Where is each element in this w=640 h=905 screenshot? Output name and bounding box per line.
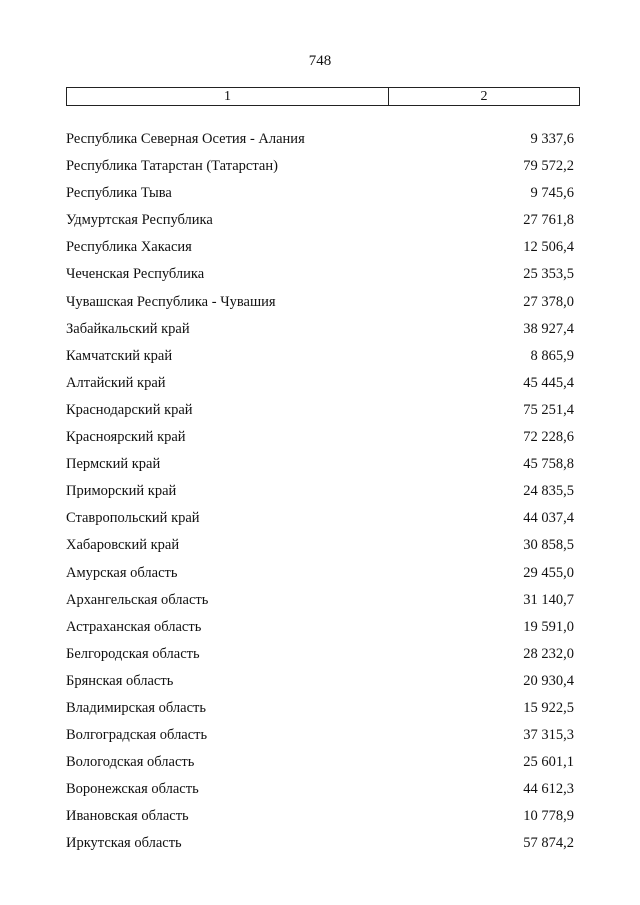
region-name: Красноярский край	[66, 429, 186, 446]
table-header	[66, 87, 580, 106]
region-value: 37 315,3	[523, 727, 574, 744]
region-name: Республика Северная Осетия - Алания	[66, 131, 305, 147]
region-value: 12 506,4	[523, 239, 574, 256]
region-name: Ивановская область	[66, 808, 189, 825]
table-row	[66, 400, 574, 427]
region-value: 45 445,4	[523, 374, 574, 391]
region-value: 45 758,8	[523, 456, 574, 473]
region-name: Республика Хакасия	[66, 239, 192, 256]
table-row	[66, 292, 574, 319]
region-value: 38 927,4	[523, 320, 574, 337]
region-name: Краснодарский край	[66, 401, 193, 418]
table-row	[66, 806, 574, 833]
region-name: Иркутская область	[66, 835, 182, 852]
region-value: 79 572,2	[523, 158, 574, 175]
table-row	[66, 454, 574, 481]
table-row	[66, 129, 574, 156]
table-row	[66, 427, 574, 454]
region-value: 25 353,5	[523, 266, 574, 283]
table-row	[66, 319, 574, 346]
region-name: Волгоградская область	[66, 727, 208, 744]
table-row	[66, 264, 574, 291]
region-value: 25 601,1	[523, 754, 574, 771]
table-row	[66, 779, 574, 806]
table-row	[66, 508, 574, 535]
region-value: 8 865,9	[530, 347, 574, 364]
table-row	[66, 752, 574, 779]
region-name: Воронежская область	[66, 781, 199, 798]
table-row	[66, 725, 574, 752]
table-row	[66, 833, 574, 860]
region-name: Архангельская область	[66, 591, 209, 608]
table-row	[66, 563, 574, 590]
region-name: Приморский край	[66, 483, 177, 500]
region-name: Удмуртская Республика	[66, 212, 213, 229]
region-value: 44 612,3	[523, 781, 574, 798]
region-value: 27 378,0	[523, 293, 574, 310]
region-name: Пермский край	[66, 456, 161, 473]
region-name: Хабаровский край	[66, 537, 180, 554]
page-number: 748	[308, 53, 332, 69]
table-row	[66, 156, 574, 183]
region-name: Алтайский край	[66, 374, 166, 391]
region-value: 19 591,0	[523, 618, 574, 635]
region-name: Камчатский край	[66, 347, 173, 364]
region-value: 24 835,5	[523, 483, 574, 500]
region-value: 75 251,4	[523, 401, 574, 418]
table-row	[66, 183, 574, 210]
region-name: Владимирская область	[66, 699, 206, 716]
region-value: 28 232,0	[523, 645, 574, 662]
region-name: Ставропольский край	[66, 510, 200, 527]
region-value: 31 140,7	[523, 591, 574, 608]
region-name: Чеченская Республика	[66, 266, 205, 283]
region-value: 15 922,5	[523, 699, 574, 716]
table-header-col-1: 1	[67, 88, 389, 105]
table-row	[66, 210, 574, 237]
region-name: Вологодская область	[66, 754, 195, 771]
table-row	[66, 698, 574, 725]
table-row	[66, 237, 574, 264]
region-name: Амурская область	[66, 564, 178, 581]
table-header-col-2: 2	[480, 89, 488, 104]
region-name: Республика Тыва	[66, 185, 172, 202]
region-value: 44 037,4	[523, 510, 574, 527]
table-row	[66, 346, 574, 373]
region-value: 72 228,6	[523, 429, 574, 446]
region-value: 9 745,6	[530, 185, 574, 202]
region-value: 30 858,5	[523, 537, 574, 554]
table-row	[66, 590, 574, 617]
region-value: 20 930,4	[523, 672, 574, 689]
region-list	[66, 129, 574, 861]
region-name: Белгородская область	[66, 645, 200, 662]
table-row	[66, 535, 574, 562]
region-value: 27 761,8	[523, 212, 574, 229]
region-value: 10 778,9	[523, 808, 574, 825]
table-row	[66, 617, 574, 644]
region-name: Республика Татарстан (Татарстан)	[66, 158, 278, 175]
region-name: Астраханская область	[66, 618, 202, 635]
region-value: 29 455,0	[523, 564, 574, 581]
region-value: 57 874,2	[523, 835, 574, 852]
table-row	[66, 644, 574, 671]
table-row	[66, 671, 574, 698]
table-row	[66, 481, 574, 508]
region-name: Забайкальский край	[66, 320, 190, 337]
region-name: Чувашская Республика - Чувашия	[66, 293, 276, 310]
region-name: Брянская область	[66, 672, 174, 689]
table-row	[66, 373, 574, 400]
region-value: 9 337,6	[530, 131, 574, 147]
